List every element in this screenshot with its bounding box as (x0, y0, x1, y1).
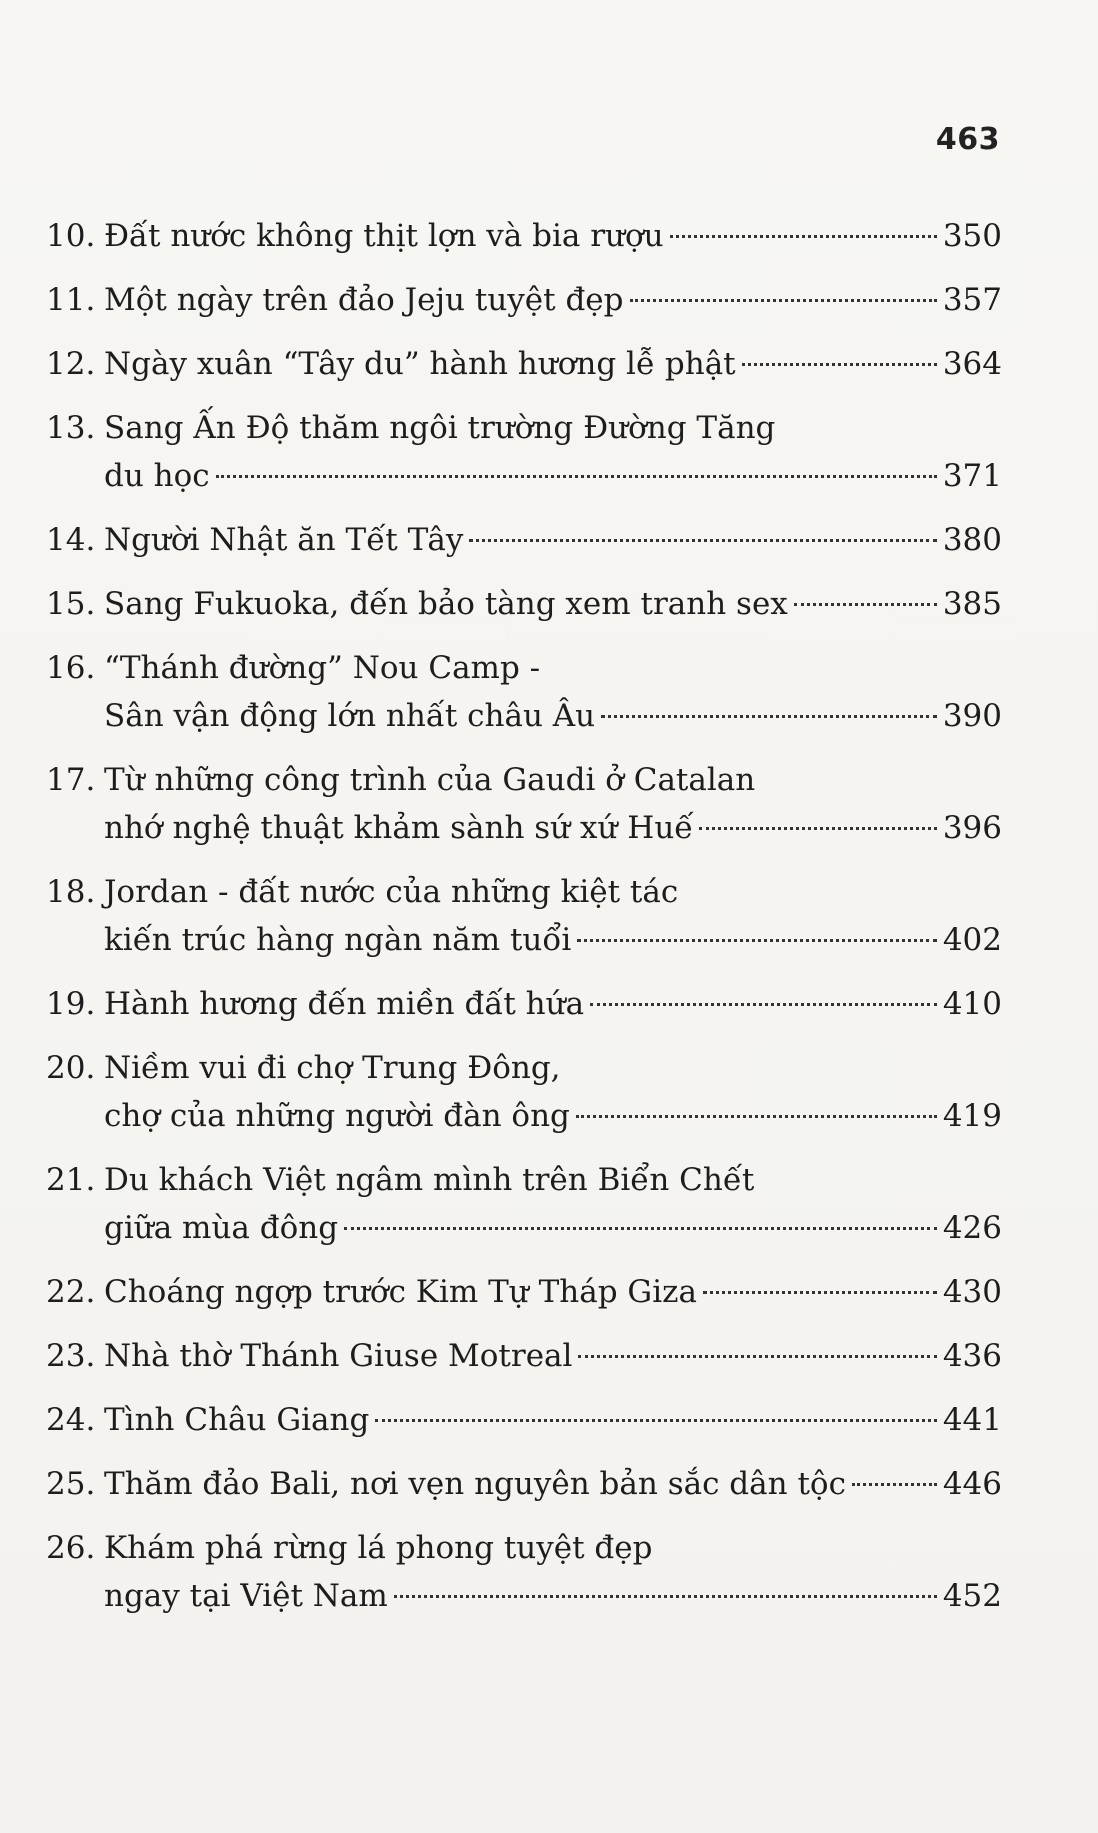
entry-page-number: 396 (942, 810, 1002, 846)
entry-page-number: 390 (942, 698, 1002, 734)
toc-entry (46, 212, 1002, 260)
toc-entry (46, 516, 1002, 564)
entry-title: Từ những công trình của Gaudi ở Catalan (104, 762, 756, 798)
entry-title: giữa mùa đông (104, 1210, 339, 1246)
dot-leader (670, 235, 937, 238)
toc-line (46, 580, 1002, 628)
dot-leader (216, 475, 937, 478)
toc-entry (46, 1524, 1002, 1620)
toc-line (46, 692, 1002, 740)
entry-title: du học (104, 458, 210, 494)
toc-line (46, 1044, 1002, 1092)
dot-leader (630, 299, 937, 302)
entry-title: Một ngày trên đảo Jeju tuyệt đẹp (104, 282, 624, 318)
toc-line (46, 1156, 1002, 1204)
entry-number: 19. (46, 986, 96, 1022)
entry-page-number: 426 (942, 1210, 1002, 1246)
entry-title: Tình Châu Giang (104, 1402, 370, 1438)
toc-line (46, 452, 1002, 500)
toc-line (46, 1332, 1002, 1380)
entry-page-number: 385 (942, 586, 1002, 622)
toc-line (46, 916, 1002, 964)
dot-leader (703, 1291, 937, 1294)
entry-title: Sang Ấn Độ thăm ngôi trường Đường Tăng (104, 410, 776, 446)
entry-number: 15. (46, 586, 96, 622)
toc-entry (46, 404, 1002, 500)
dot-leader (394, 1595, 937, 1598)
entry-page-number: 419 (942, 1098, 1002, 1134)
dot-leader (699, 827, 936, 830)
toc-line (46, 212, 1002, 260)
toc-line (46, 1092, 1002, 1140)
entry-title: Thăm đảo Bali, nơi vẹn nguyên bản sắc dân tộc (104, 1466, 846, 1502)
toc-entry (46, 1044, 1002, 1140)
entry-number: 10. (46, 218, 96, 254)
toc-entry (46, 1396, 1002, 1444)
toc-line (46, 404, 1002, 452)
dot-leader (590, 1003, 937, 1006)
dot-leader (794, 603, 937, 606)
entry-page-number: 380 (942, 522, 1002, 558)
dot-leader (852, 1483, 937, 1486)
entry-number: 20. (46, 1050, 96, 1086)
toc-entry (46, 1268, 1002, 1316)
toc-line (46, 1524, 1002, 1572)
entry-title: Nhà thờ Thánh Giuse Motreal (104, 1338, 573, 1374)
toc-entry (46, 1156, 1002, 1252)
entry-number: 13. (46, 410, 96, 446)
entry-number: 14. (46, 522, 96, 558)
dot-leader (742, 363, 937, 366)
entry-page-number: 430 (942, 1274, 1002, 1310)
entry-title: nhớ nghệ thuật khảm sành sứ xứ Huế (104, 810, 694, 846)
toc-line (46, 804, 1002, 852)
toc-line (46, 756, 1002, 804)
toc-line (46, 340, 1002, 388)
entry-number: 21. (46, 1162, 96, 1198)
toc-line (46, 980, 1002, 1028)
entry-title: Đất nước không thịt lợn và bia rượu (104, 218, 664, 254)
entry-title: chợ của những người đàn ông (104, 1098, 570, 1134)
dot-leader (469, 539, 936, 542)
entry-page-number: 410 (942, 986, 1002, 1022)
entry-title: “Thánh đường” Nou Camp - (104, 650, 541, 686)
toc-line (46, 1268, 1002, 1316)
entry-title: Du khách Việt ngâm mình trên Biển Chết (104, 1162, 755, 1198)
entry-page-number: 452 (942, 1578, 1002, 1614)
toc-entry (46, 980, 1002, 1028)
toc-entry (46, 1460, 1002, 1508)
entry-number: 22. (46, 1274, 96, 1310)
entry-title: Người Nhật ăn Tết Tây (104, 522, 464, 558)
entry-title: Sân vận động lớn nhất châu Âu (104, 698, 596, 734)
entry-title: Niềm vui đi chợ Trung Đông, (104, 1050, 561, 1086)
page-number: 463 (935, 122, 1000, 157)
entry-title: Khám phá rừng lá phong tuyệt đẹp (104, 1530, 653, 1566)
dot-leader (375, 1419, 936, 1422)
toc-entry (46, 1332, 1002, 1380)
toc-line (46, 644, 1002, 692)
toc-line (46, 516, 1002, 564)
entry-number: 18. (46, 874, 96, 910)
entry-number: 25. (46, 1466, 96, 1502)
toc-line (46, 1396, 1002, 1444)
toc-entry (46, 756, 1002, 852)
entry-title: Choáng ngợp trước Kim Tự Tháp Giza (104, 1274, 697, 1310)
toc-entry (46, 340, 1002, 388)
toc-line (46, 1460, 1002, 1508)
entry-number: 17. (46, 762, 96, 798)
entry-number: 24. (46, 1402, 96, 1438)
entry-page-number: 350 (942, 218, 1002, 254)
entry-page-number: 371 (942, 458, 1002, 494)
entry-page-number: 441 (942, 1402, 1002, 1438)
entry-page-number: 364 (942, 346, 1002, 382)
entry-page-number: 436 (942, 1338, 1002, 1374)
entry-number: 23. (46, 1338, 96, 1374)
entry-title: Jordan - đất nước của những kiệt tác (104, 874, 679, 910)
dot-leader (578, 1355, 936, 1358)
entry-title: Sang Fukuoka, đến bảo tàng xem tranh sex (104, 586, 788, 622)
toc-line (46, 868, 1002, 916)
entry-page-number: 357 (942, 282, 1002, 318)
toc-line (46, 1572, 1002, 1620)
entry-title: ngay tại Việt Nam (104, 1578, 388, 1614)
dot-leader (344, 1227, 937, 1230)
entry-title: Ngày xuân “Tây du” hành hương lễ phật (104, 346, 736, 382)
toc-entry (46, 644, 1002, 740)
entry-number: 26. (46, 1530, 96, 1566)
dot-leader (577, 939, 937, 942)
toc-entry (46, 276, 1002, 324)
dot-leader (601, 715, 937, 718)
toc-entry (46, 868, 1002, 964)
entry-title: kiến trúc hàng ngàn năm tuổi (104, 922, 572, 958)
entry-number: 11. (46, 282, 96, 318)
toc-entry (46, 580, 1002, 628)
entry-page-number: 446 (942, 1466, 1002, 1502)
entry-page-number: 402 (942, 922, 1002, 958)
toc-line (46, 276, 1002, 324)
entry-title: Hành hương đến miền đất hứa (104, 986, 585, 1022)
toc-line (46, 1204, 1002, 1252)
entry-number: 16. (46, 650, 96, 686)
dot-leader (576, 1115, 937, 1118)
entry-number: 12. (46, 346, 96, 382)
